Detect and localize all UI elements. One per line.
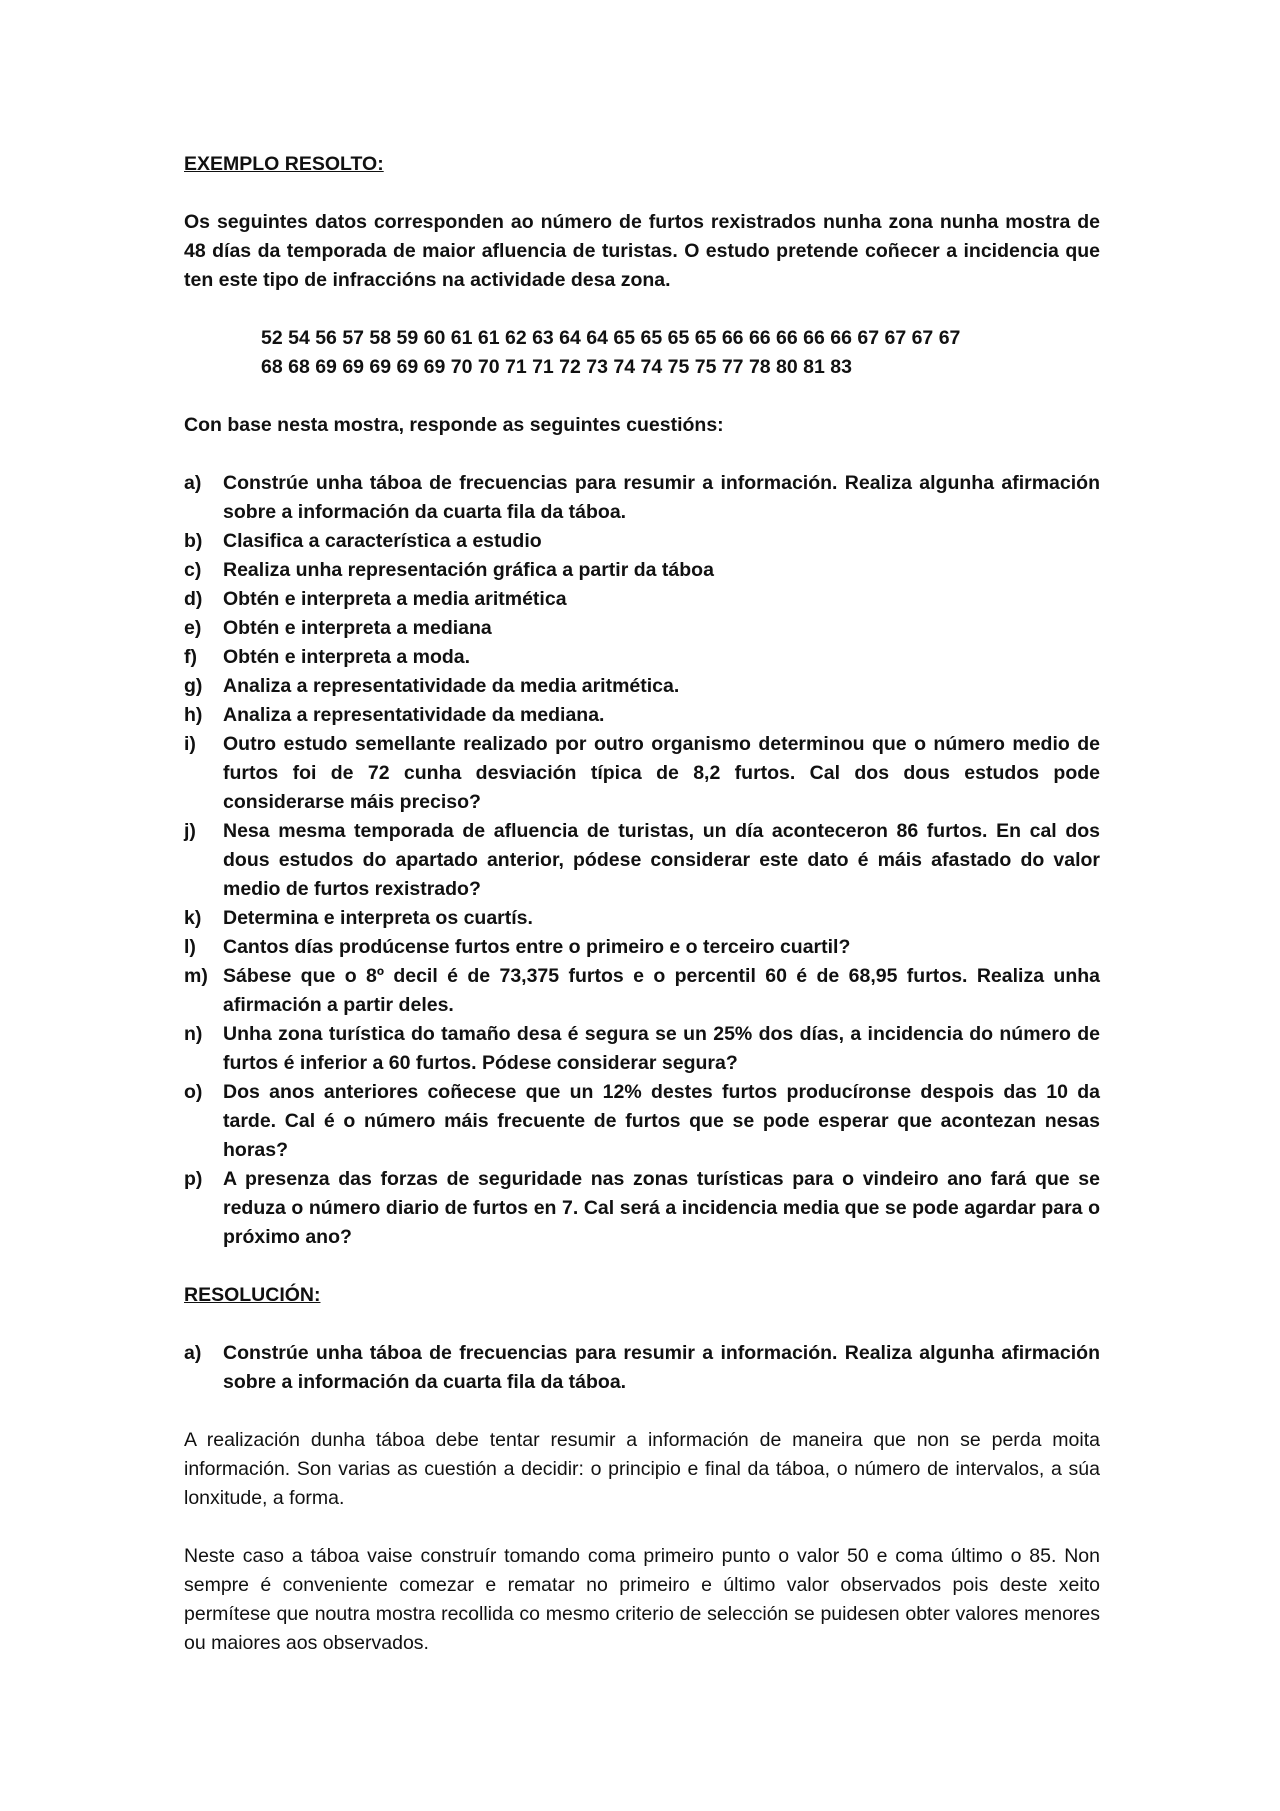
question-item [184,643,1100,672]
question-text: A presenza das forzas de seguridade nas zonas turísticas para o vindeiro ano fará que se reduza o número diario de furtos en 7. Cal será a incidencia media que se pode agardar para o próximo ano? [223,1168,1100,1248]
question-text: Obtén e interpreta a media aritmética [223,588,567,610]
question-item [184,585,1100,614]
question-letter: a) [184,1342,202,1364]
question-letter: d) [184,588,203,610]
question-item [184,556,1100,585]
question-letter: h) [184,704,203,726]
question-item [184,933,1100,962]
intro-paragraph: Os seguintes datos corresponden ao número de furtos rexistrados nunha zona nunha mostra de 48 días da temporada de maior afluencia de turistas. O estudo pretende coñecer a incidencia que ten este tipo de infraccións na actividade desa zona. [184,211,1100,291]
question-item [184,730,1100,817]
question-item [184,672,1100,701]
question-letter: l) [184,936,196,958]
question-text: Analiza a representatividade da mediana. [223,704,605,726]
question-letter: m) [184,965,208,987]
question-letter: c) [184,559,202,581]
resolution-paragraph: A realización dunha táboa debe tentar resumir a información de maneira que non se perda moita información. Son varias as cuestión a decidir: o principio e final da táboa, o número de intervalos, a súa lonxitude, a forma. [184,1429,1100,1509]
question-letter: f) [184,646,197,668]
question-letter: p) [184,1168,203,1190]
resolution-paragraph: Neste caso a táboa vaise construír tomando coma primeiro punto o valor 50 e coma último o 85. Non sempre é conveniente comezar e rematar no primeiro e último valor observados pois deste xeito permítese que noutra mostra recollida co mesmo criterio de selección se puidesen obter valores menores ou maiores aos observados. [184,1545,1100,1654]
question-text: Determina e interpreta os cuartís. [223,907,533,929]
question-item [184,614,1100,643]
question-letter: j) [184,820,196,842]
data-values [261,324,1100,382]
resolution-question [184,1339,1100,1397]
question-item [184,701,1100,730]
question-item [184,1165,1100,1252]
question-text: Constrúe unha táboa de frecuencias para resumir a información. Realiza algunha afirmación sobre a información da cuarta fila da táboa. [223,472,1100,523]
questions-intro: Con base nesta mostra, responde as seguintes cuestións: [184,414,724,436]
data-line: 52 54 56 57 58 59 60 61 61 62 63 64 64 65 65 65 65 66 66 66 66 66 67 67 67 67 [261,327,961,349]
question-item [184,527,1100,556]
question-letter: a) [184,472,202,494]
question-text: Cantos días prodúcense furtos entre o primeiro e o terceiro cuartil? [223,936,851,958]
question-text: Obtén e interpreta a moda. [223,646,471,668]
question-text: Outro estudo semellante realizado por outro organismo determinou que o número medio de furtos foi de 72 cunha desviación típica de 8,2 furtos. Cal dos dous estudos pode considerarse máis preciso? [223,733,1100,813]
question-item [184,469,1100,527]
document-page [184,150,1100,1658]
example-heading: EXEMPLO RESOLTO: [184,153,384,175]
question-item [184,1339,1100,1397]
question-text: Realiza unha representación gráfica a partir da táboa [223,559,714,581]
question-letter: g) [184,675,203,697]
question-item [184,1020,1100,1078]
question-item [184,962,1100,1020]
resolution-heading: RESOLUCIÓN: [184,1284,321,1306]
question-text: Obtén e interpreta a mediana [223,617,492,639]
question-text: Sábese que o 8º decil é de 73,375 furtos e o percentil 60 é de 68,95 furtos. Realiza unha afirmación a partir deles. [223,965,1100,1016]
question-text: Constrúe unha táboa de frecuencias para resumir a información. Realiza algunha afirmación sobre a información da cuarta fila da táboa. [223,1342,1100,1393]
questions-list [184,469,1100,1252]
question-text: Clasifica a característica a estudio [223,530,542,552]
question-letter: b) [184,530,203,552]
question-letter: k) [184,907,202,929]
question-text: Unha zona turística do tamaño desa é segura se un 25% dos días, a incidencia do número de furtos é inferior a 60 furtos. Pódese considerar segura? [223,1023,1100,1074]
data-line: 68 68 69 69 69 69 69 70 70 71 71 72 73 74 74 75 75 77 78 80 81 83 [261,356,852,378]
question-text: Nesa mesma temporada de afluencia de turistas, un día aconteceron 86 furtos. En cal dos dous estudos do apartado anterior, pódese considerar este dato é máis afastado do valor medio de furtos rexistrado? [223,820,1100,900]
question-letter: i) [184,733,196,755]
question-item [184,1078,1100,1165]
question-text: Dos anos anteriores coñecese que un 12% destes furtos producíronse despois das 10 da tarde. Cal é o número máis frecuente de furtos que se pode esperar que acontezan nesas horas? [223,1081,1100,1161]
question-letter: n) [184,1023,203,1045]
question-letter: o) [184,1081,203,1103]
question-item [184,904,1100,933]
question-item [184,817,1100,904]
question-letter: e) [184,617,202,639]
question-text: Analiza a representatividade da media aritmética. [223,675,680,697]
